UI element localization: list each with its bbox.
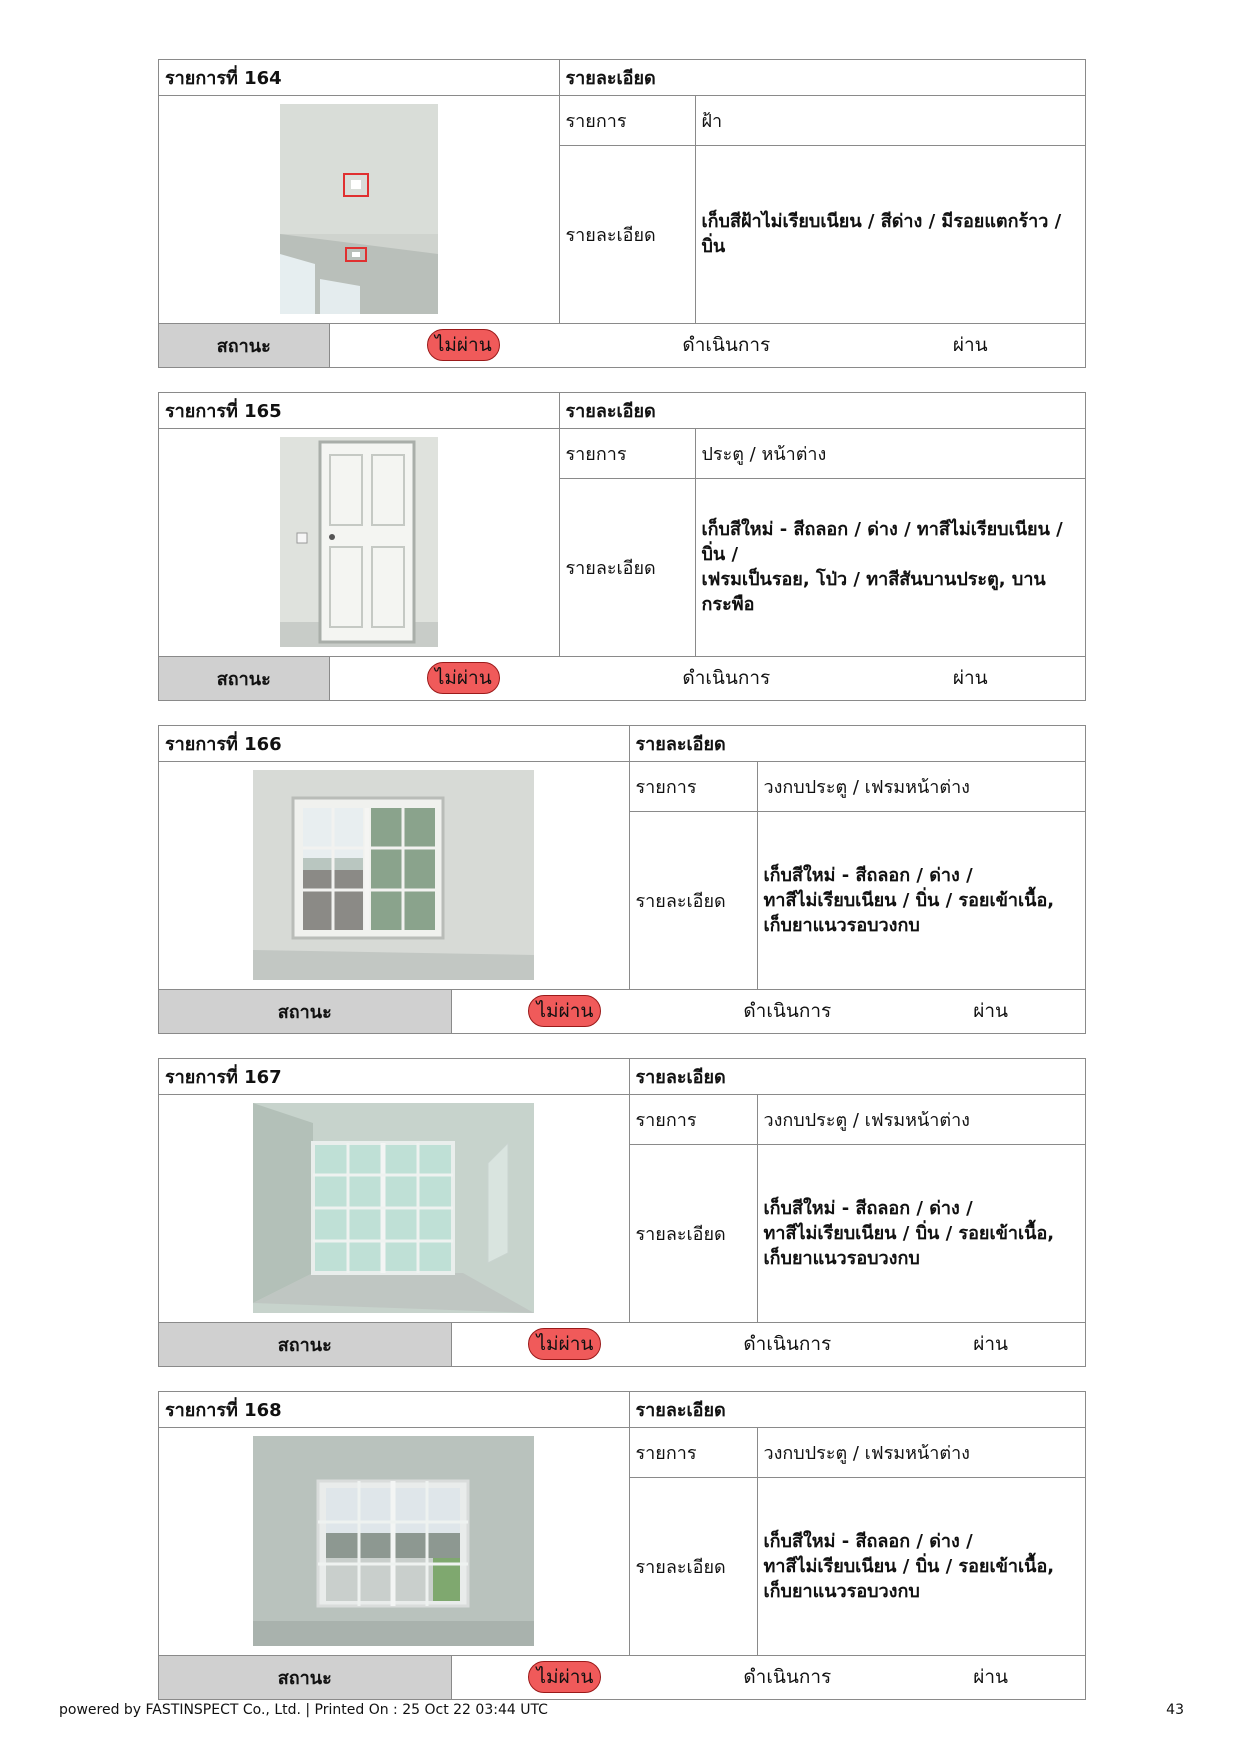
window-photo[interactable]	[253, 770, 534, 980]
inspection-card-164	[158, 59, 1086, 368]
sliding-door-photo[interactable]	[253, 1103, 534, 1313]
item-label: รายการ	[629, 761, 757, 811]
status-label: สถานะ	[159, 1656, 451, 1699]
window-view-photo[interactable]	[253, 1436, 534, 1646]
item-title: รายการที่ 164	[159, 60, 559, 95]
detail-value	[695, 145, 1085, 323]
detail-line: เก็บสีใหม่ - สีถลอก / ด่าง / ทาสีไม่เรียบเนียน / บิ่น /	[701, 519, 1063, 565]
detail-value	[757, 1144, 1085, 1322]
photo-cell	[159, 761, 629, 989]
detail-line: เก็บยาแนวรอบวงกบ	[763, 1247, 920, 1269]
item-label: รายการ	[629, 1094, 757, 1144]
status-options	[329, 324, 1085, 367]
detail-label: รายละเอียด	[559, 478, 695, 656]
page-footer: powered by FASTINSPECT Co., Ltd. | Printed On : 25 Oct 22 03:44 UTC	[59, 1702, 548, 1718]
detail-line: ทาสีไม่เรียบเนียน / บิ่น / รอยเข้าเนื้อ,	[763, 1555, 1055, 1577]
inspection-card-168	[158, 1391, 1086, 1700]
status-in-progress[interactable]: ดำเนินการ	[743, 1333, 832, 1355]
photo-cell	[159, 428, 559, 656]
status-pass[interactable]: ผ่าน	[952, 334, 988, 356]
item-value: วงกบประตู / เฟรมหน้าต่าง	[757, 1427, 1085, 1477]
status-pass[interactable]: ผ่าน	[973, 1000, 1008, 1022]
item-title: รายการที่ 167	[159, 1059, 629, 1094]
inspection-card-166	[158, 725, 1086, 1034]
status-label: สถานะ	[159, 1323, 451, 1366]
status-label: สถานะ	[159, 324, 329, 367]
photo-cell	[159, 1427, 629, 1655]
item-title: รายการที่ 165	[159, 393, 559, 428]
item-value: ประตู / หน้าต่าง	[695, 428, 1085, 478]
detail-line: เก็บยาแนวรอบวงกบ	[763, 914, 920, 936]
inspection-card-167	[158, 1058, 1086, 1367]
detail-header: รายละเอียด	[629, 726, 1085, 761]
detail-header: รายละเอียด	[629, 1392, 1085, 1427]
status-fail[interactable]: ไม่ผ่าน	[427, 329, 500, 361]
detail-header: รายละเอียด	[559, 60, 1085, 95]
status-in-progress[interactable]: ดำเนินการ	[743, 1000, 832, 1022]
ceiling-photo[interactable]	[280, 104, 438, 314]
detail-line: เก็บสีใหม่ - สีถลอก / ด่าง /	[763, 1197, 973, 1219]
status-options	[451, 1323, 1085, 1366]
item-label: รายการ	[559, 428, 695, 478]
door-photo[interactable]	[280, 437, 438, 647]
detail-label: รายละเอียด	[559, 145, 695, 323]
status-options	[451, 1656, 1085, 1699]
detail-line: เฟรมเป็นรอย, โป่ว / ทาสีสันบานประตู, บานกระพือ	[701, 569, 1046, 615]
detail-line: เก็บสีฝ้าไม่เรียบเนียน / สีด่าง / มีรอยแตกร้าว / บิ่น	[701, 211, 1062, 257]
status-in-progress[interactable]: ดำเนินการ	[682, 334, 771, 356]
status-in-progress[interactable]: ดำเนินการ	[743, 1666, 832, 1688]
item-label: รายการ	[629, 1427, 757, 1477]
status-fail[interactable]: ไม่ผ่าน	[528, 995, 601, 1027]
status-in-progress[interactable]: ดำเนินการ	[682, 667, 771, 689]
status-pass[interactable]: ผ่าน	[973, 1333, 1008, 1355]
detail-header: รายละเอียด	[559, 393, 1085, 428]
detail-line: เก็บสีใหม่ - สีถลอก / ด่าง /	[763, 864, 973, 886]
photo-cell	[159, 1094, 629, 1322]
detail-label: รายละเอียด	[629, 811, 757, 989]
status-label: สถานะ	[159, 990, 451, 1033]
inspection-card-165	[158, 392, 1086, 701]
detail-value	[757, 811, 1085, 989]
status-label: สถานะ	[159, 657, 329, 700]
detail-value	[695, 478, 1085, 656]
detail-line: ทาสีไม่เรียบเนียน / บิ่น / รอยเข้าเนื้อ,	[763, 889, 1055, 911]
item-value: วงกบประตู / เฟรมหน้าต่าง	[757, 1094, 1085, 1144]
detail-line: เก็บยาแนวรอบวงกบ	[763, 1580, 920, 1602]
item-label: รายการ	[559, 95, 695, 145]
item-value: ฝ้า	[695, 95, 1085, 145]
status-pass[interactable]: ผ่าน	[952, 667, 988, 689]
detail-header: รายละเอียด	[629, 1059, 1085, 1094]
photo-cell	[159, 95, 559, 323]
item-value: วงกบประตู / เฟรมหน้าต่าง	[757, 761, 1085, 811]
status-fail[interactable]: ไม่ผ่าน	[427, 662, 500, 694]
detail-line: ทาสีไม่เรียบเนียน / บิ่น / รอยเข้าเนื้อ,	[763, 1222, 1055, 1244]
detail-line: เก็บสีใหม่ - สีถลอก / ด่าง /	[763, 1530, 973, 1552]
item-title: รายการที่ 166	[159, 726, 629, 761]
status-fail[interactable]: ไม่ผ่าน	[528, 1661, 601, 1693]
status-options	[451, 990, 1085, 1033]
status-options	[329, 657, 1085, 700]
detail-label: รายละเอียด	[629, 1477, 757, 1655]
page-number: 43	[1166, 1702, 1184, 1718]
item-title: รายการที่ 168	[159, 1392, 629, 1427]
status-fail[interactable]: ไม่ผ่าน	[528, 1328, 601, 1360]
detail-value	[757, 1477, 1085, 1655]
status-pass[interactable]: ผ่าน	[973, 1666, 1008, 1688]
detail-label: รายละเอียด	[629, 1144, 757, 1322]
